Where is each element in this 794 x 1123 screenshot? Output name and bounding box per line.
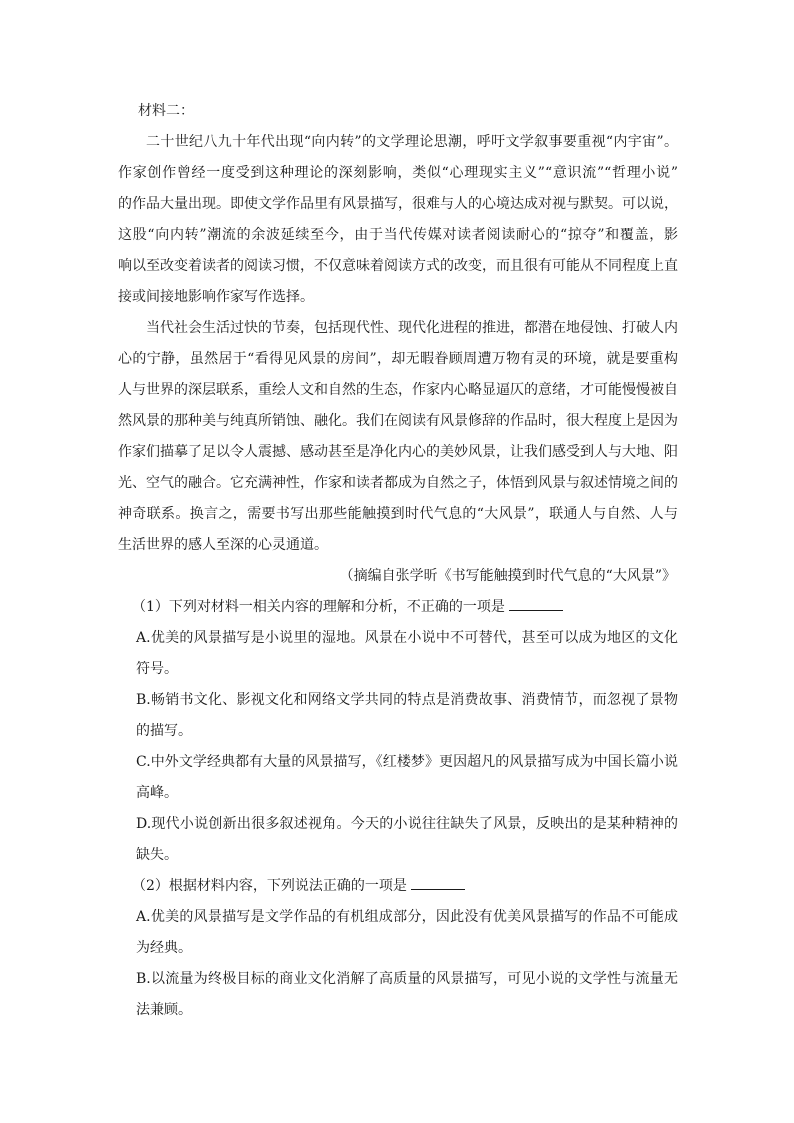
paragraph-line: 接或间接地影响作家写作选择。 bbox=[118, 289, 314, 305]
paragraph-line: 生活世界的感人至深的心灵通道。 bbox=[118, 537, 328, 553]
option-a-continued: 为经典。 bbox=[136, 940, 192, 956]
material-title: 材料二： bbox=[138, 103, 194, 119]
question-stem-text: （1）下列对材料一相关内容的理解和分析，不正确的一项是 bbox=[132, 599, 505, 615]
paragraph-line: 人与世界的深层联系，重绘人文和自然的生态，作家内心略显逼仄的意绪，才可能慢慢被自 bbox=[118, 382, 678, 398]
option-c-continued: 高峰。 bbox=[136, 785, 178, 801]
question-1 bbox=[118, 592, 678, 871]
paragraph-line: 作家创作曾经一度受到这种理论的深刻影响，类似“心理现实主义”“意识流”“哲理小说” bbox=[118, 165, 678, 181]
paragraph-line: 心的宁静，虽然居于“看得见风景的房间”，却无暇眷顾周遭万物有灵的环境，就是要重构 bbox=[118, 351, 678, 367]
question-stem bbox=[118, 592, 678, 623]
paragraph-line: 当代社会生活过快的节奏，包括现代性、现代化进程的推进，都潜在地侵蚀、打破人内 bbox=[146, 320, 678, 336]
paragraph-line: 的作品大量出现。即使文学作品里有风景描写，很难与人的心境达成对视与默契。可以说， bbox=[118, 196, 678, 212]
source-citation: （摘编自张学昕《书写能触摸到时代气息的“大风景”》 bbox=[339, 568, 676, 584]
question-2 bbox=[118, 871, 678, 1026]
option-b-continued: 法兼顾。 bbox=[136, 1002, 192, 1018]
answer-blank[interactable] bbox=[411, 875, 465, 890]
paragraph-line: 二十世纪八九十年代出现“向内转”的文学理论思潮，呼吁文学叙事要重视“内宇宙”。 bbox=[146, 134, 678, 150]
option-b-continued: 的描写。 bbox=[136, 723, 192, 739]
paragraph-line: 这股“向内转”潮流的余波延续至今，由于当代传媒对读者阅读耐心的“掠夺”和覆盖，影 bbox=[118, 227, 678, 243]
document-page bbox=[118, 96, 678, 1026]
paragraph-2 bbox=[118, 313, 678, 561]
question-stem bbox=[118, 871, 678, 902]
paragraph-1 bbox=[118, 127, 678, 313]
option-b: B.畅销书文化、影视文化和网络文学共同的特点是消费故事、消费情节，而忽视了景物 bbox=[136, 692, 678, 708]
option-a-continued: 符号。 bbox=[136, 661, 178, 677]
paragraph-line: 然风景的那种美与纯真所销蚀、融化。我们在阅读有风景修辞的作品时，很大程度上是因为 bbox=[118, 413, 678, 429]
option-d: D.现代小说创新出很多叙述视角。今天的小说往往缺失了风景，反映出的是某种精神的 bbox=[136, 816, 678, 832]
option-a: A.优美的风景描写是文学作品的有机组成部分，因此没有优美风景描写的作品不可能成 bbox=[136, 909, 678, 925]
question-stem-text: （2）根据材料内容，下列说法正确的一项是 bbox=[132, 878, 407, 894]
answer-blank[interactable] bbox=[509, 596, 563, 611]
option-a: A.优美的风景描写是小说里的湿地。风景在小说中不可替代，甚至可以成为地区的文化 bbox=[136, 630, 678, 646]
paragraph-line: 神奇联系。换言之，需要书写出那些能触摸到时代气息的“大风景”，联通人与自然、人与 bbox=[118, 506, 678, 522]
paragraph-line: 光、空气的融合。它充满神性，作家和读者都成为自然之子，体悟到风景与叙述情境之间的 bbox=[118, 475, 678, 491]
paragraph-line: 作家们描摹了足以令人震撼、感动甚至是净化内心的美妙风景，让我们感受到人与大地、阳 bbox=[118, 444, 678, 460]
paragraph-line: 响以至改变着读者的阅读习惯，不仅意味着阅读方式的改变，而且很有可能从不同程度上直 bbox=[118, 258, 678, 274]
option-b: B.以流量为终极目标的商业文化消解了高质量的风景描写，可见小说的文学性与流量无 bbox=[136, 971, 678, 987]
option-d-continued: 缺失。 bbox=[136, 847, 178, 863]
option-c: C.中外文学经典都有大量的风景描写，《红楼梦》更因超凡的风景描写成为中国长篇小说 bbox=[136, 754, 678, 770]
